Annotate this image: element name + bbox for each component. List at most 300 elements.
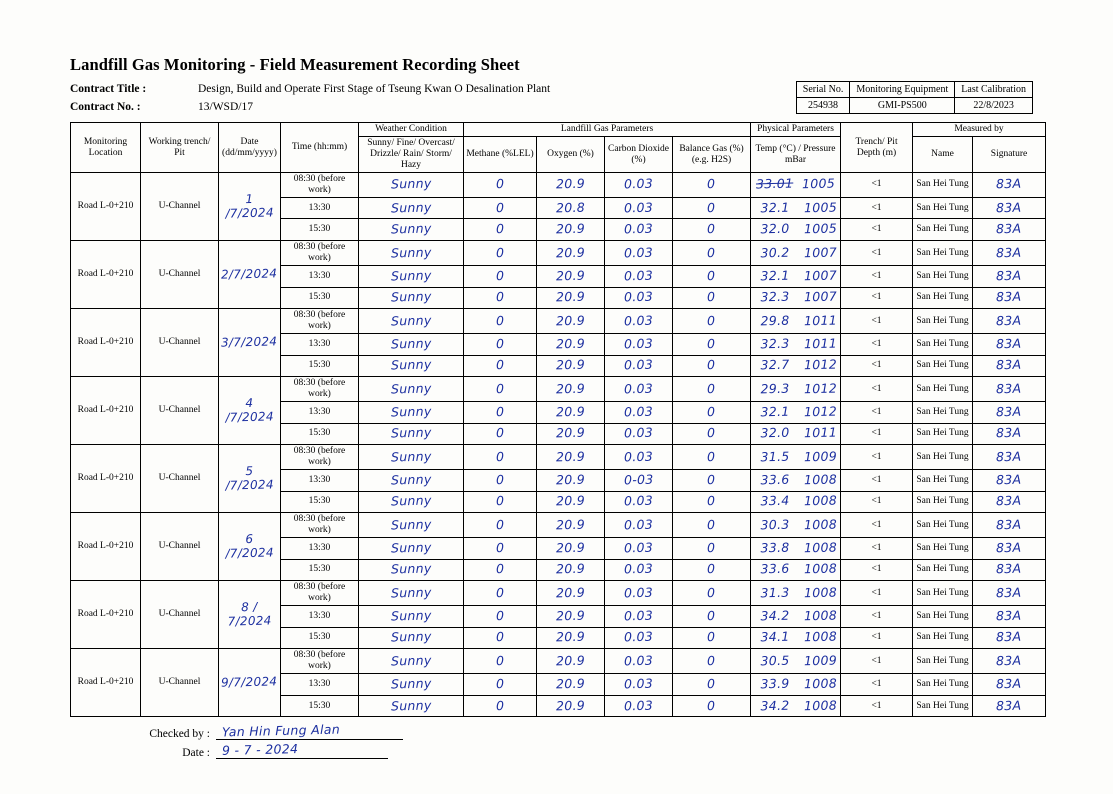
cell-weather <box>359 538 464 560</box>
cell-temp-pressure <box>751 491 841 513</box>
cell-pressure-value: 1008 <box>803 492 838 509</box>
cell-signature-handwritten: 83A <box>996 425 1022 441</box>
cell-weather <box>359 445 464 470</box>
cell-temp-pressure <box>751 355 841 377</box>
cell-co2 <box>605 173 673 198</box>
cell-methane-handwritten: 0 <box>495 425 505 441</box>
cell-oxygen-handwritten: 20.9 <box>555 267 586 284</box>
cell-oxygen-handwritten: 20.9 <box>555 584 586 601</box>
cell-temp-pressure <box>751 445 841 470</box>
cell-time: 08:30 (before work) <box>281 377 359 402</box>
cell-signature <box>973 445 1046 470</box>
cell-signature-handwritten: 83A <box>996 176 1022 192</box>
cell-pressure-value: 1008 <box>803 560 838 577</box>
cell-co2 <box>605 581 673 606</box>
cell-methane <box>464 423 537 445</box>
cell-date <box>219 173 281 241</box>
cell-weather <box>359 627 464 649</box>
cell-name: San Hei Tung <box>913 538 973 560</box>
cell-name: San Hei Tung <box>913 445 973 470</box>
cell-co2 <box>605 401 673 423</box>
cell-name: San Hei Tung <box>913 470 973 492</box>
cell-temp-pressure <box>751 581 841 606</box>
cell-name: San Hei Tung <box>913 173 973 198</box>
cell-methane-handwritten: 0 <box>495 312 505 328</box>
cell-depth: <1 <box>841 265 913 287</box>
cell-weather <box>359 491 464 513</box>
cell-oxygen <box>537 581 605 606</box>
cell-pressure-value: 1007 <box>803 267 838 284</box>
cell-temp-value: 34.2 <box>760 607 790 624</box>
cell-co2 <box>605 695 673 717</box>
cell-time: 15:30 <box>281 559 359 581</box>
cell-methane <box>464 491 537 513</box>
cell-oxygen <box>537 491 605 513</box>
cell-oxygen <box>537 695 605 717</box>
cell-oxygen <box>537 377 605 402</box>
cell-weather-handwritten: Sunny <box>390 424 432 441</box>
cell-weather-handwritten: Sunny <box>390 380 432 397</box>
table-row <box>71 241 1046 266</box>
cell-time: 15:30 <box>281 423 359 445</box>
handwritten-date: 6 /7/2024 <box>225 531 274 561</box>
cell-methane <box>464 606 537 628</box>
cell-co2-handwritten: 0.03 <box>623 697 654 713</box>
cell-time: 08:30 (before work) <box>281 241 359 266</box>
cell-date <box>219 445 281 513</box>
cell-temp-pressure <box>751 241 841 266</box>
cell-pressure-value: 1008 <box>803 516 838 532</box>
cell-methane-handwritten: 0 <box>495 289 505 305</box>
cell-name: San Hei Tung <box>913 377 973 402</box>
cell-temp-value: 30.3 <box>760 516 790 532</box>
cell-signature-handwritten: 83A <box>996 607 1022 624</box>
cell-oxygen-handwritten: 20.9 <box>555 607 586 624</box>
cell-temp-pressure <box>751 627 841 649</box>
cell-co2-handwritten: 0.03 <box>623 288 654 305</box>
cell-pressure-value: 1007 <box>803 244 838 260</box>
cell-pressure-value: 1008 <box>803 675 838 692</box>
cell-time: 13:30 <box>281 197 359 219</box>
cell-weather-handwritten: Sunny <box>390 697 432 714</box>
cell-depth: <1 <box>841 241 913 266</box>
cell-name: San Hei Tung <box>913 401 973 423</box>
equipment-table <box>796 81 1033 114</box>
handwritten-date: 8 / 7/2024 <box>227 599 272 629</box>
cell-balance-handwritten: 0 <box>707 675 716 692</box>
col-header-balance: Balance Gas (%) (e.g. H2S) <box>673 137 751 173</box>
cell-depth: <1 <box>841 423 913 445</box>
cell-methane <box>464 470 537 492</box>
cell-co2-handwritten: 0.03 <box>623 380 654 396</box>
cell-weather <box>359 401 464 423</box>
cell-balance <box>673 581 751 606</box>
cell-signature-handwritten: 83A <box>996 539 1022 556</box>
cell-balance-handwritten: 0 <box>707 289 716 305</box>
cell-temp-pressure <box>751 333 841 355</box>
handwritten-date: 3/7/2024 <box>221 333 278 350</box>
cell-location: Road L-0+210 <box>71 173 141 241</box>
cell-signature-handwritten: 83A <box>996 675 1022 692</box>
equipment-serial-value: 254938 <box>796 98 850 114</box>
cell-balance-handwritten: 0 <box>707 607 716 623</box>
cell-time: 08:30 (before work) <box>281 309 359 334</box>
cell-depth: <1 <box>841 649 913 674</box>
checked-by-value: Yan Hin Fung Alan <box>221 721 341 740</box>
cell-methane-handwritten: 0 <box>495 335 505 351</box>
cell-co2 <box>605 445 673 470</box>
cell-methane <box>464 445 537 470</box>
cell-name: San Hei Tung <box>913 649 973 674</box>
cell-name: San Hei Tung <box>913 627 973 649</box>
date-label: Date : <box>182 747 210 760</box>
cell-co2 <box>605 470 673 492</box>
cell-time: 08:30 (before work) <box>281 445 359 470</box>
cell-signature <box>973 197 1046 219</box>
cell-co2-handwritten: 0.03 <box>623 357 654 373</box>
cell-pressure-value: 1011 <box>803 335 838 352</box>
cell-name: San Hei Tung <box>913 695 973 717</box>
cell-pressure-value: 1012 <box>803 356 838 373</box>
cell-oxygen <box>537 241 605 266</box>
cell-temp-value: 33.8 <box>760 539 790 556</box>
cell-methane <box>464 377 537 402</box>
cell-co2-handwritten: 0.03 <box>623 448 654 464</box>
cell-weather <box>359 695 464 717</box>
cell-depth: <1 <box>841 581 913 606</box>
cell-trench: U-Channel <box>141 649 219 717</box>
cell-co2 <box>605 355 673 377</box>
col-group-gas: Landfill Gas Parameters <box>464 123 751 137</box>
cell-time: 08:30 (before work) <box>281 581 359 606</box>
cell-name: San Hei Tung <box>913 491 973 513</box>
cell-signature-handwritten: 83A <box>996 289 1022 305</box>
cell-weather-handwritten: Sunny <box>390 471 432 488</box>
cell-co2-handwritten: 0.03 <box>623 220 654 237</box>
cell-weather <box>359 309 464 334</box>
cell-balance-handwritten: 0 <box>707 493 716 509</box>
col-header-location: Monitoring Location <box>71 123 141 173</box>
cell-depth: <1 <box>841 287 913 309</box>
cell-signature-handwritten: 83A <box>996 493 1022 509</box>
cell-balance-handwritten: 0 <box>707 335 716 351</box>
cell-trench: U-Channel <box>141 513 219 581</box>
cell-location: Road L-0+210 <box>71 377 141 445</box>
cell-trench: U-Channel <box>141 241 219 309</box>
cell-co2 <box>605 649 673 674</box>
cell-depth: <1 <box>841 513 913 538</box>
cell-time: 15:30 <box>281 695 359 717</box>
cell-name: San Hei Tung <box>913 309 973 334</box>
cell-depth: <1 <box>841 627 913 649</box>
cell-weather-handwritten: Sunny <box>390 356 432 373</box>
cell-temp-value: 33.6 <box>760 561 790 577</box>
col-header-trench: Working trench/ Pit <box>141 123 219 173</box>
cell-time: 13:30 <box>281 538 359 560</box>
cell-weather <box>359 581 464 606</box>
cell-temp-value: 32.3 <box>760 335 790 352</box>
cell-signature <box>973 265 1046 287</box>
cell-depth: <1 <box>841 538 913 560</box>
col-header-oxygen: Oxygen (%) <box>537 137 605 173</box>
cell-name: San Hei Tung <box>913 287 973 309</box>
cell-temp-pressure <box>751 401 841 423</box>
cell-methane <box>464 674 537 696</box>
table-row <box>71 445 1046 470</box>
cell-pressure-value: 1005 <box>803 199 838 216</box>
cell-weather-handwritten: Sunny <box>390 267 432 284</box>
cell-co2 <box>605 538 673 560</box>
cell-signature <box>973 355 1046 377</box>
col-header-co2: Carbon Dioxide (%) <box>605 137 673 173</box>
cell-oxygen-handwritten: 20.9 <box>555 652 586 669</box>
cell-signature-handwritten: 83A <box>996 516 1022 532</box>
cell-temp-pressure <box>751 649 841 674</box>
cell-balance <box>673 265 751 287</box>
cell-time: 15:30 <box>281 627 359 649</box>
equipment-equipment-value: GMI-PS500 <box>850 98 955 114</box>
footer-block <box>140 723 1045 759</box>
table-row <box>71 513 1046 538</box>
equipment-header-serial: Serial No. <box>796 82 850 98</box>
cell-depth: <1 <box>841 491 913 513</box>
cell-oxygen <box>537 309 605 334</box>
cell-temp-value: 32.0 <box>760 425 790 441</box>
cell-co2 <box>605 309 673 334</box>
checked-by-label: Checked by : <box>149 728 210 741</box>
cell-signature <box>973 423 1046 445</box>
cell-name: San Hei Tung <box>913 197 973 219</box>
cell-balance-handwritten: 0 <box>707 516 716 532</box>
contract-no-value: 13/WSD/17 <box>198 100 253 113</box>
cell-depth: <1 <box>841 559 913 581</box>
cell-balance <box>673 445 751 470</box>
cell-methane <box>464 559 537 581</box>
cell-methane <box>464 287 537 309</box>
cell-temp-pressure <box>751 377 841 402</box>
cell-oxygen <box>537 627 605 649</box>
page-title: Landfill Gas Monitoring - Field Measurement Recording Sheet <box>70 55 520 74</box>
cell-oxygen <box>537 173 605 198</box>
cell-pressure-value: 1005 <box>803 220 838 237</box>
cell-balance-handwritten: 0 <box>707 267 716 283</box>
cell-weather <box>359 470 464 492</box>
cell-weather-handwritten: Sunny <box>390 492 432 509</box>
cell-co2-handwritten: 0.03 <box>623 607 654 624</box>
cell-methane-handwritten: 0 <box>495 629 505 645</box>
cell-weather <box>359 559 464 581</box>
cell-methane-handwritten: 0 <box>495 403 505 419</box>
cell-name: San Hei Tung <box>913 265 973 287</box>
cell-methane-handwritten: 0 <box>495 652 505 668</box>
cell-oxygen-handwritten: 20.9 <box>555 357 586 373</box>
cell-signature <box>973 173 1046 198</box>
cell-signature <box>973 287 1046 309</box>
cell-balance-handwritten: 0 <box>707 357 716 373</box>
equipment-header-calibration: Last Calibration <box>955 82 1033 98</box>
cell-temp-value: 30.5 <box>760 652 790 669</box>
cell-balance <box>673 695 751 717</box>
cell-depth: <1 <box>841 606 913 628</box>
cell-methane-handwritten: 0 <box>495 176 505 192</box>
cell-temp-value: 29.3 <box>760 380 790 396</box>
cell-pressure-value: 1005 <box>801 175 835 192</box>
cell-signature <box>973 377 1046 402</box>
cell-temp-pressure <box>751 309 841 334</box>
cell-trench: U-Channel <box>141 309 219 377</box>
cell-weather <box>359 377 464 402</box>
cell-temp-pressure <box>751 606 841 628</box>
cell-methane <box>464 241 537 266</box>
cell-co2-handwritten: 0.03 <box>623 425 654 441</box>
cell-temp-value: 30.2 <box>760 244 790 260</box>
cell-methane-handwritten: 0 <box>495 607 505 623</box>
cell-co2 <box>605 513 673 538</box>
equipment-header-equipment: Monitoring Equipment <box>850 82 955 98</box>
col-group-weather: Weather Condition <box>359 123 464 137</box>
cell-balance <box>673 559 751 581</box>
cell-pressure-value: 1009 <box>803 448 838 464</box>
cell-co2 <box>605 265 673 287</box>
cell-pressure-value: 1008 <box>803 697 838 713</box>
cell-name: San Hei Tung <box>913 606 973 628</box>
cell-co2 <box>605 606 673 628</box>
cell-balance <box>673 287 751 309</box>
cell-co2-handwritten: 0.03 <box>623 629 654 645</box>
cell-weather-handwritten: Sunny <box>390 403 432 420</box>
cell-depth: <1 <box>841 695 913 717</box>
cell-signature-handwritten: 83A <box>996 403 1022 420</box>
col-group-physical: Physical Parameters <box>751 123 841 137</box>
cell-pressure-value: 1012 <box>803 380 838 396</box>
cell-temp-pressure <box>751 538 841 560</box>
cell-signature <box>973 674 1046 696</box>
cell-co2 <box>605 627 673 649</box>
cell-temp-pressure <box>751 695 841 717</box>
cell-oxygen <box>537 423 605 445</box>
cell-temp-pressure <box>751 674 841 696</box>
cell-methane-handwritten: 0 <box>495 539 505 555</box>
col-header-depth: Trench/ Pit Depth (m) <box>841 123 913 173</box>
cell-signature <box>973 649 1046 674</box>
cell-methane-handwritten: 0 <box>495 221 505 237</box>
cell-temp-pressure <box>751 173 841 198</box>
cell-signature-handwritten: 83A <box>996 335 1022 352</box>
cell-oxygen-handwritten: 20.9 <box>555 335 586 352</box>
table-row <box>71 581 1046 606</box>
cell-depth: <1 <box>841 401 913 423</box>
cell-balance <box>673 309 751 334</box>
cell-oxygen-handwritten: 20.9 <box>555 403 586 420</box>
cell-balance <box>673 491 751 513</box>
cell-oxygen-handwritten: 20.9 <box>555 471 586 488</box>
col-header-name: Name <box>913 137 973 173</box>
cell-signature <box>973 401 1046 423</box>
cell-weather <box>359 513 464 538</box>
cell-name: San Hei Tung <box>913 219 973 241</box>
cell-temp-pressure <box>751 470 841 492</box>
cell-balance <box>673 470 751 492</box>
cell-balance <box>673 401 751 423</box>
cell-weather-handwritten: Sunny <box>390 675 432 692</box>
cell-balance-handwritten: 0 <box>707 471 716 487</box>
cell-balance-handwritten: 0 <box>707 652 716 668</box>
cell-time: 15:30 <box>281 491 359 513</box>
cell-trench: U-Channel <box>141 445 219 513</box>
cell-date <box>219 581 281 649</box>
cell-location: Road L-0+210 <box>71 581 141 649</box>
cell-name: San Hei Tung <box>913 423 973 445</box>
cell-balance <box>673 538 751 560</box>
cell-oxygen-handwritten: 20.9 <box>555 516 586 532</box>
cell-oxygen-handwritten: 20.9 <box>555 561 586 577</box>
cell-oxygen <box>537 674 605 696</box>
cell-weather-handwritten: Sunny <box>390 607 432 624</box>
cell-balance <box>673 649 751 674</box>
cell-methane <box>464 333 537 355</box>
cell-methane <box>464 355 537 377</box>
cell-temp-pressure <box>751 287 841 309</box>
equipment-calibration-value: 22/8/2023 <box>955 98 1033 114</box>
cell-methane-handwritten: 0 <box>495 244 505 260</box>
cell-temp-value: 32.1 <box>760 267 790 284</box>
cell-time: 13:30 <box>281 401 359 423</box>
cell-depth: <1 <box>841 355 913 377</box>
cell-co2-handwritten: 0.03 <box>623 675 654 692</box>
cell-signature-handwritten: 83A <box>996 267 1022 284</box>
cell-methane-handwritten: 0 <box>495 697 505 713</box>
cell-pressure-value: 1008 <box>803 584 838 600</box>
cell-date <box>219 513 281 581</box>
cell-co2 <box>605 559 673 581</box>
cell-oxygen <box>537 333 605 355</box>
recording-sheet <box>70 55 1045 761</box>
contract-no-label: Contract No. : <box>70 100 141 113</box>
cell-balance-handwritten: 0 <box>707 425 716 441</box>
cell-time: 08:30 (before work) <box>281 513 359 538</box>
date-value: 9 - 7 - 2024 <box>221 741 299 759</box>
cell-balance <box>673 355 751 377</box>
cell-location: Road L-0+210 <box>71 241 141 309</box>
cell-co2-handwritten: 0.03 <box>623 403 654 420</box>
cell-temp-value: 32.0 <box>760 220 790 237</box>
cell-temp-value: 32.1 <box>760 199 790 216</box>
cell-trench: U-Channel <box>141 173 219 241</box>
cell-methane-handwritten: 0 <box>495 448 505 464</box>
col-header-time: Time (hh:mm) <box>281 123 359 173</box>
cell-co2 <box>605 197 673 219</box>
cell-co2-handwritten: 0.03 <box>623 335 654 352</box>
cell-balance <box>673 173 751 198</box>
cell-co2-handwritten: 0.03 <box>623 176 654 192</box>
cell-balance-handwritten: 0 <box>707 244 716 260</box>
cell-pressure-value: 1008 <box>803 607 838 624</box>
cell-signature-handwritten: 83A <box>996 471 1022 488</box>
cell-time: 15:30 <box>281 287 359 309</box>
cell-weather-handwritten: Sunny <box>390 584 432 601</box>
cell-weather-handwritten: Sunny <box>390 175 432 192</box>
cell-co2-handwritten: 0.03 <box>623 584 654 601</box>
cell-oxygen <box>537 197 605 219</box>
cell-balance <box>673 241 751 266</box>
cell-co2 <box>605 674 673 696</box>
cell-oxygen <box>537 538 605 560</box>
cell-balance <box>673 606 751 628</box>
cell-methane <box>464 649 537 674</box>
cell-pressure-value: 1011 <box>803 312 838 328</box>
cell-pressure-value: 1011 <box>803 424 838 441</box>
col-header-temp-pressure: Temp (°C) / Pressure mBar <box>751 137 841 173</box>
